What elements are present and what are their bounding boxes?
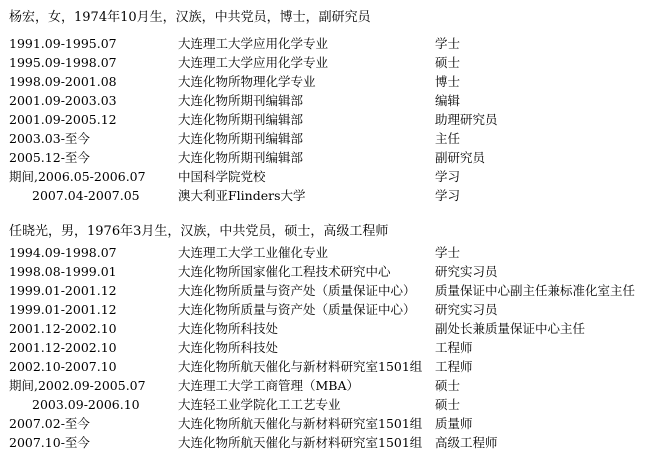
- person2-row-5: [0, 320, 650, 338]
- period: 2007.02-至今: [9, 416, 90, 431]
- role: 编辑: [435, 93, 461, 108]
- organization: 大连化物所航天催化与新材料研究室1501组: [178, 435, 423, 450]
- person2-row-11: [0, 434, 650, 452]
- person2-row-9: [0, 396, 650, 414]
- role: 学士: [435, 245, 461, 260]
- role: 博士: [435, 74, 461, 89]
- organization: 大连化物所期刊编辑部: [178, 112, 304, 127]
- role: 学习: [435, 169, 461, 184]
- person1-row-8: [0, 168, 650, 186]
- organization: 中国科学院党校: [178, 169, 266, 184]
- organization: 大连理工大学应用化学专业: [178, 55, 329, 70]
- organization: 大连化物所期刊编辑部: [178, 93, 304, 108]
- person1-row-9: [0, 187, 650, 205]
- period: 2001.09-2005.12: [9, 112, 117, 127]
- person1-row-1: [0, 35, 650, 53]
- role: 学士: [435, 36, 461, 51]
- role: 主任: [435, 131, 461, 146]
- organization: 大连化物所质量与资产处（质量保证中心）: [178, 302, 416, 317]
- role: 硕士: [435, 397, 461, 412]
- organization: 澳大利亚Flinders大学: [178, 188, 306, 203]
- person1-row-5: [0, 111, 650, 129]
- person1-row-7: [0, 149, 650, 167]
- person2-row-3: [0, 282, 650, 300]
- role: 副研究员: [435, 150, 486, 165]
- organization: 大连化物所物理化学专业: [178, 74, 316, 89]
- person2-header: 任晓光，男，1976年3月生，汉族，中共党员，硕士，高级工程师: [9, 224, 389, 239]
- period: 2003.03-至今: [9, 131, 90, 146]
- organization: 大连化物所科技处: [178, 340, 279, 355]
- person1-row-2: [0, 54, 650, 72]
- role: 质量师: [435, 416, 473, 431]
- person1-row-6: [0, 130, 650, 148]
- role: 质量保证中心副主任兼标准化室主任: [435, 283, 636, 298]
- role: 工程师: [435, 340, 473, 355]
- organization: 大连化物所科技处: [178, 321, 279, 336]
- period: 1999.01-2001.12: [9, 302, 117, 317]
- period: 1999.01-2001.12: [9, 283, 117, 298]
- organization: 大连化物所航天催化与新材料研究室1501组: [178, 416, 423, 431]
- organization: 大连理工大学应用化学专业: [178, 36, 329, 51]
- period: 1995.09-1998.07: [9, 55, 117, 70]
- person1-row-3: [0, 73, 650, 91]
- period: 期间,2002.09-2005.07: [9, 378, 146, 393]
- period: 1998.09-2001.08: [9, 74, 117, 89]
- period: 2005.12-至今: [9, 150, 90, 165]
- role: 硕士: [435, 55, 461, 70]
- role: 助理研究员: [435, 112, 498, 127]
- period: 1991.09-1995.07: [9, 36, 117, 51]
- role: 硕士: [435, 378, 461, 393]
- organization: 大连化物所国家催化工程技术研究中心: [178, 264, 391, 279]
- period: 2001.12-2002.10: [9, 340, 117, 355]
- period: 2003.09-2006.10: [32, 397, 140, 412]
- organization: 大连化物所质量与资产处（质量保证中心）: [178, 283, 416, 298]
- person2-row-2: [0, 263, 650, 281]
- period: 2007.10-至今: [9, 435, 90, 450]
- organization: 大连理工大学工商管理（MBA）: [178, 378, 360, 393]
- period: 2001.09-2003.03: [9, 93, 117, 108]
- period: 2002.10-2007.10: [9, 359, 117, 374]
- organization: 大连化物所期刊编辑部: [178, 131, 304, 146]
- role: 研究实习员: [435, 302, 498, 317]
- period: 1994.09-1998.07: [9, 245, 117, 260]
- period: 2001.12-2002.10: [9, 321, 117, 336]
- organization: 大连化物所期刊编辑部: [178, 150, 304, 165]
- period: 1998.08-1999.01: [9, 264, 117, 279]
- role: 副处长兼质量保证中心主任: [435, 321, 586, 336]
- person2-row-7: [0, 358, 650, 376]
- role: 学习: [435, 188, 461, 203]
- person2-row-1: [0, 244, 650, 262]
- organization: 大连轻工业学院化工工艺专业: [178, 397, 341, 412]
- person1-header: 杨宏，女，1974年10月生，汉族，中共党员，博士，副研究员: [9, 10, 371, 25]
- role: 研究实习员: [435, 264, 498, 279]
- person1-row-4: [0, 92, 650, 110]
- period: 期间,2006.05-2006.07: [9, 169, 146, 184]
- organization: 大连理工大学工业催化专业: [178, 245, 329, 260]
- role: 高级工程师: [435, 435, 498, 450]
- person2-row-4: [0, 301, 650, 319]
- organization: 大连化物所航天催化与新材料研究室1501组: [178, 359, 423, 374]
- person2-row-6: [0, 339, 650, 357]
- person2-row-10: [0, 415, 650, 433]
- period: 2007.04-2007.05: [32, 188, 140, 203]
- role: 工程师: [435, 359, 473, 374]
- person2-row-8: [0, 377, 650, 395]
